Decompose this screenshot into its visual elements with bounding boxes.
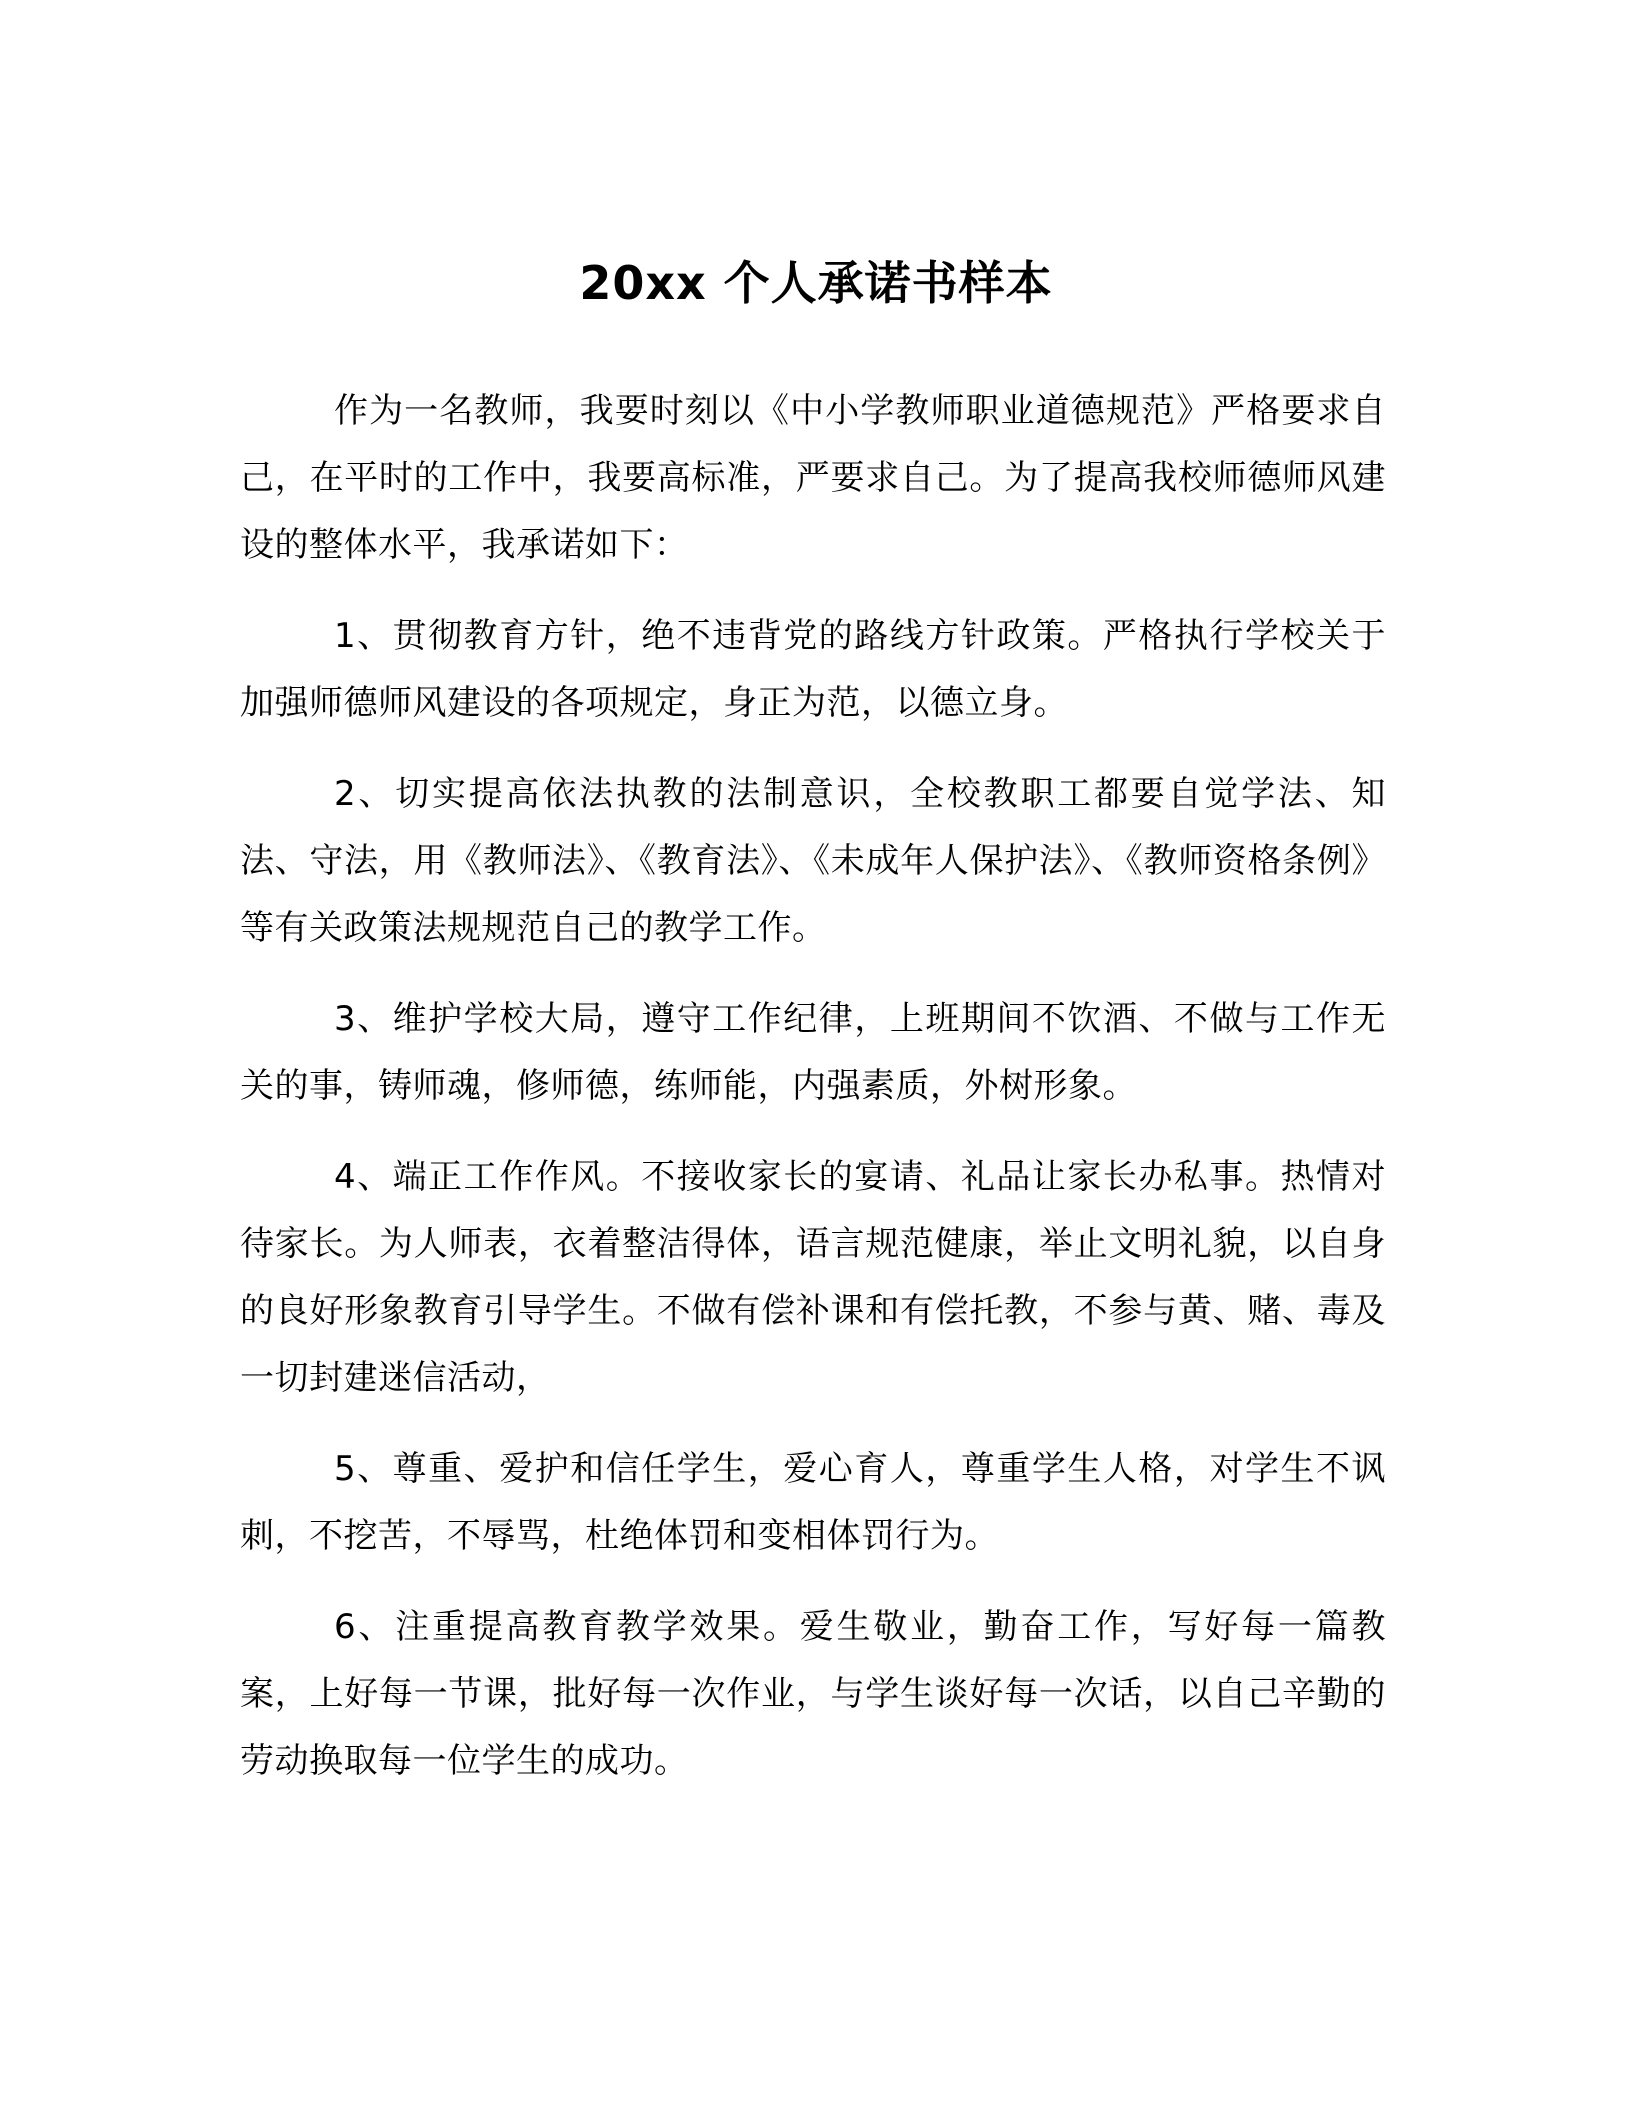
commitment-item-3: 3、维护学校大局，遵守工作纪律，上班期间不饮酒、不做与工作无关的事，铸师魂，修师德，练师能，内强素质，外树形象。: [240, 999, 1386, 1106]
intro-paragraph: 作为一名教师，我要时刻以《中小学教师职业道德规范》严格要求自己，在平时的工作中，我要高标准，严要求自己。为了提高我校师德师风建设的整体水平，我承诺如下：: [240, 391, 1386, 565]
commitment-item-5: 5、尊重、爱护和信任学生，爱心育人，尊重学生人格，对学生不讽刺，不挖苦，不辱骂，杜绝体罚和变相体罚行为。: [240, 1449, 1386, 1556]
commitment-item-2: 2、切实提高依法执教的法制意识，全校教职工都要自觉学法、知法、守法，用《教师法》、《教育法》、《未成年人保护法》、《教师资格条例》等有关政策法规规范自己的教学工作。: [240, 774, 1386, 948]
commitment-item-6: 6、注重提高教育教学效果。爱生敬业，勤奋工作，写好每一篇教案，上好每一节课，批好每一次作业，与学生谈好每一次话，以自己辛勤的劳动换取每一位学生的成功。: [240, 1607, 1386, 1781]
commitment-item-4: 4、端正工作作风。不接收家长的宴请、礼品让家长办私事。热情对待家长。为人师表，衣着整洁得体，语言规范健康，举止文明礼貌，以自身的良好形象教育引导学生。不做有偿补课和有偿托教，不参与黄、赌、毒及一切封建迷信活动，: [240, 1157, 1386, 1398]
commitment-item-1: 1、贯彻教育方针，绝不违背党的路线方针政策。严格执行学校关于加强师德师风建设的各项规定，身正为范，以德立身。: [240, 616, 1386, 723]
document-body: [240, 378, 1386, 1795]
document-title: 20xx 个人承诺书样本: [579, 255, 1053, 310]
